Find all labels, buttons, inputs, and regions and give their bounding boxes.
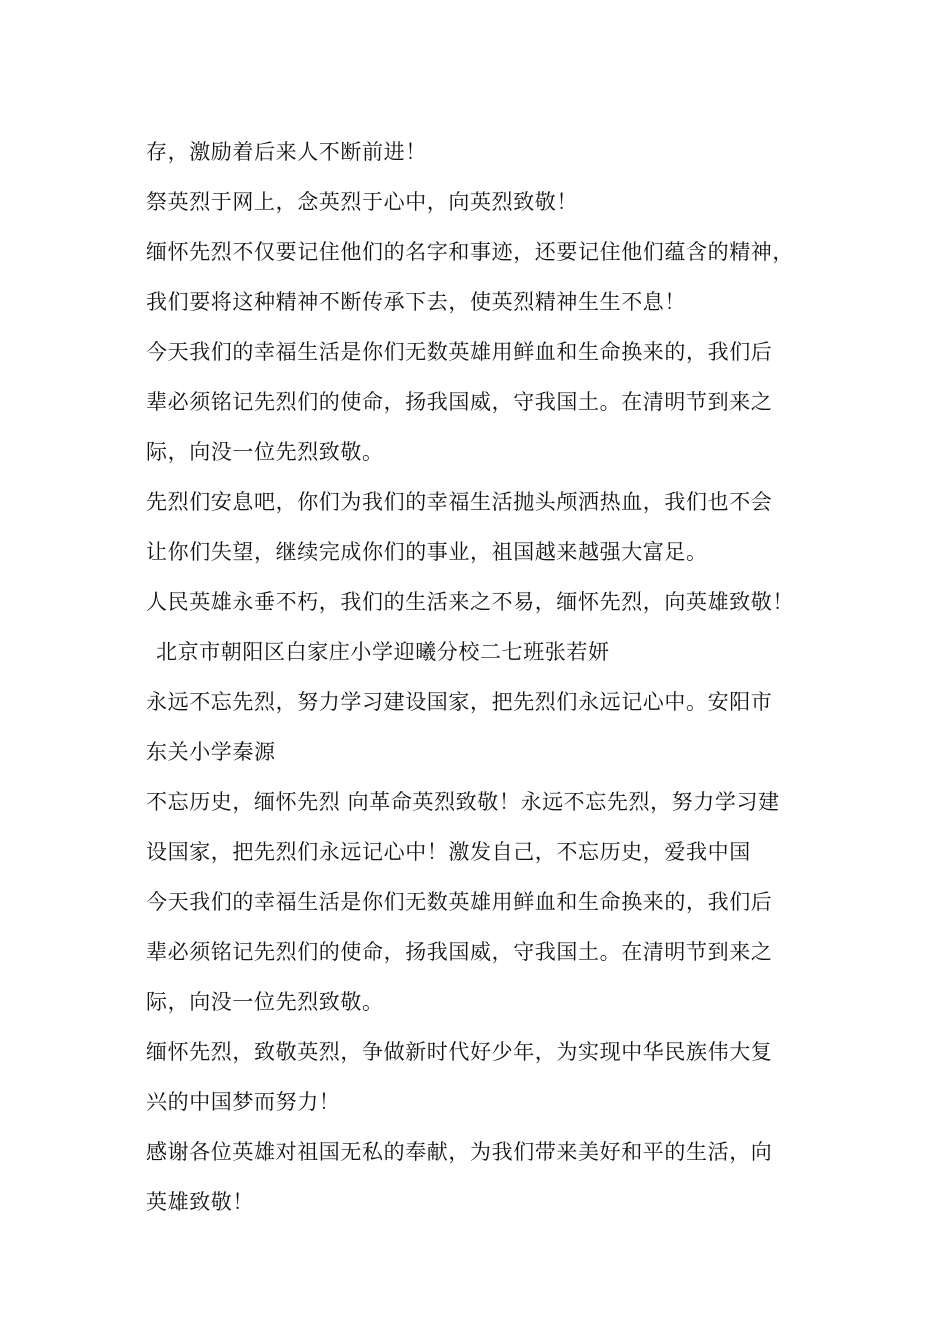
text-line: 兴的中国梦而努力！ [146, 1090, 341, 1114]
text-line: 先烈们安息吧，你们为我们的幸福生活抛头颅洒热血，我们也不会 [146, 490, 773, 514]
text-line: 不忘历史，缅怀先烈 向革命英烈致敬！永远不忘先烈，努力学习建 [146, 790, 780, 814]
text-line: 今天我们的幸福生活是你们无数英雄用鲜血和生命换来的，我们后 [146, 340, 773, 364]
text-line: 际，向没一位先烈致敬。 [146, 440, 384, 464]
text-line: 感谢各位英雄对祖国无私的奉献，为我们带来美好和平的生活，向 [146, 1140, 773, 1164]
text-line: 让你们失望，继续完成你们的事业，祖国越来越强大富足。 [146, 540, 708, 564]
text-line: 今天我们的幸福生活是你们无数英雄用鲜血和生命换来的，我们后 [146, 890, 773, 914]
author-signature: 北京市朝阳区白家庄小学迎曦分校二七班张若妍 [156, 640, 610, 664]
text-line: 辈必须铭记先烈们的使命，扬我国威，守我国土。在清明节到来之 [146, 940, 773, 964]
text-line: 设国家，把先烈们永远记心中！激发自己，不忘历史，爱我中国 [146, 840, 751, 864]
text-line: 际，向没一位先烈致敬。 [146, 990, 384, 1014]
document-body [146, 127, 826, 1227]
text-line: 永远不忘先烈，努力学习建设国家，把先烈们永远记心中。安阳市 [146, 690, 773, 714]
text-line: 辈必须铭记先烈们的使命，扬我国威，守我国土。在清明节到来之 [146, 390, 773, 414]
text-line: 英雄致敬！ [146, 1190, 254, 1214]
text-line: 人民英雄永垂不朽，我们的生活来之不易，缅怀先烈，向英雄致敬！ [146, 590, 794, 614]
text-line: 我们要将这种精神不断传承下去，使英烈精神生生不息！ [146, 290, 686, 314]
text-line: 存，激励着后来人不断前进！ [146, 140, 427, 164]
text-line: 祭英烈于网上，念英烈于心中，向英烈致敬！ [146, 190, 578, 214]
text-line: 东关小学秦源 [146, 740, 276, 764]
text-line: 缅怀先烈，致敬英烈，争做新时代好少年，为实现中华民族伟大复 [146, 1040, 773, 1064]
text-line: 缅怀先烈不仅要记住他们的名字和事迹，还要记住他们蕴含的精神， [146, 240, 794, 264]
